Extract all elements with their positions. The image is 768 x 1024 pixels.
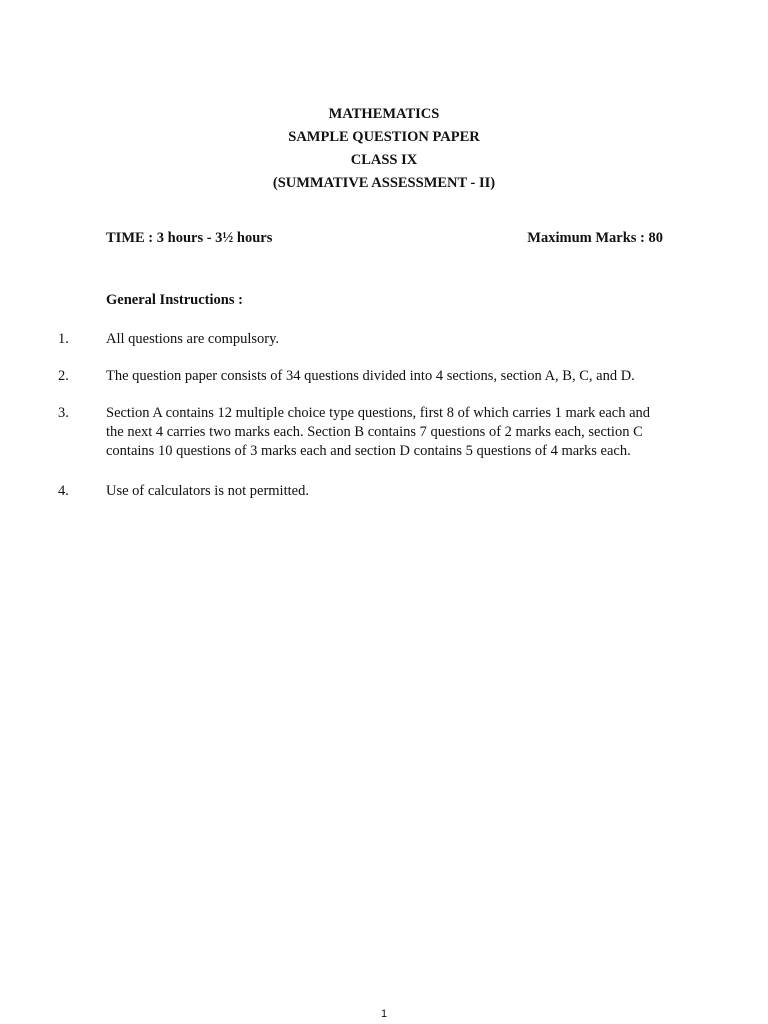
paper-type-title: SAMPLE QUESTION PAPER xyxy=(288,129,480,145)
instruction-text: The question paper consists of 34 questions divided into 4 sections, section A, B, C, and D. xyxy=(106,368,635,384)
maximum-marks: Maximum Marks : 80 xyxy=(527,230,663,246)
page-number: 1 xyxy=(380,1008,388,1020)
instruction-text: All questions are compulsory. xyxy=(106,331,280,347)
instruction-number: 2. xyxy=(58,368,69,384)
instructions-heading: General Instructions : xyxy=(106,292,243,308)
time-allowed: TIME : 3 hours - 3½ hours xyxy=(106,230,273,246)
assessment-title: (SUMMATIVE ASSESSMENT - II) xyxy=(272,175,496,191)
instruction-text: Section A contains 12 multiple choice type questions, first 8 of which carries 1 mark each and the next 4 carries two marks each. Section B contains 7 questions of 2 marks each, section C contains 10 questions of 3 marks each and section D contains 5 questions of 4 marks each. xyxy=(106,405,651,459)
instruction-number: 1. xyxy=(58,331,69,347)
instruction-text: Use of calculators is not permitted. xyxy=(106,483,309,499)
instruction-number: 3. xyxy=(58,405,69,421)
subject-title: MATHEMATICS xyxy=(328,106,440,122)
instruction-number: 4. xyxy=(58,483,69,499)
title-block xyxy=(0,103,768,195)
class-title: CLASS IX xyxy=(350,152,418,168)
